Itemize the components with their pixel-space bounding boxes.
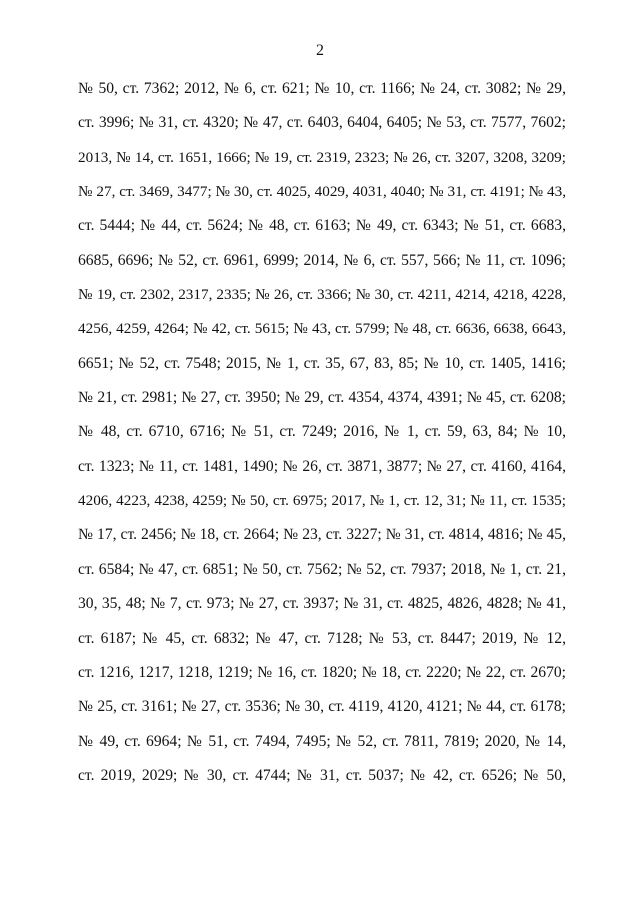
text-line: 6685, 6696; № 52, ст. 6961, 6999; 2014, № 6, ст. 557, 566; № 11, ст. 1096;: [78, 251, 566, 269]
text-line: № 48, ст. 6710, 6716; № 51, ст. 7249; 2016, № 1, ст. 59, 63, 84; № 10,: [78, 423, 566, 441]
text-line: 2013, № 14, ст. 1651, 1666; № 19, ст. 2319, 2323; № 26, ст. 3207, 3208, 3209;: [78, 148, 566, 166]
text-line: № 50, ст. 7362; 2012, № 6, ст. 621; № 10, ст. 1166; № 24, ст. 3082; № 29,: [78, 80, 566, 97]
text-line: 4206, 4223, 4238, 4259; № 50, ст. 6975; 2017, № 1, ст. 12, 31; № 11, ст. 1535;: [78, 492, 566, 510]
text-line: 30, 35, 48; № 7, ст. 973; № 27, ст. 3937; № 31, ст. 4825, 4826, 4828; № 41,: [78, 595, 566, 613]
text-line: ст. 6187; № 45, ст. 6832; № 47, ст. 7128; № 53, ст. 8447; 2019, № 12,: [78, 629, 566, 647]
text-line: ст. 1216, 1217, 1218, 1219; № 16, ст. 1820; № 18, ст. 2220; № 22, ст. 2670;: [78, 663, 566, 681]
text-line: № 27, ст. 3469, 3477; № 30, ст. 4025, 4029, 4031, 4040; № 31, ст. 4191; № 43,: [78, 183, 566, 201]
text-line: № 21, ст. 2981; № 27, ст. 3950; № 29, ст. 4354, 4374, 4391; № 45, ст. 6208;: [78, 389, 566, 407]
text-line: 6651; № 52, ст. 7548; 2015, № 1, ст. 35, 67, 83, 85; № 10, ст. 1405, 1416;: [78, 354, 566, 372]
text-line: ст. 6584; № 47, ст. 6851; № 50, ст. 7562; № 52, ст. 7937; 2018, № 1, ст. 21,: [78, 560, 566, 578]
text-line: № 19, ст. 2302, 2317, 2335; № 26, ст. 3366; № 30, ст. 4211, 4214, 4218, 4228,: [78, 286, 566, 304]
text-line: ст. 2019, 2029; № 30, ст. 4744; № 31, ст. 5037; № 42, ст. 6526; № 50,: [78, 766, 566, 784]
page-number: 2: [316, 42, 324, 59]
text-line: ст. 1323; № 11, ст. 1481, 1490; № 26, ст. 3871, 3877; № 27, ст. 4160, 4164,: [78, 457, 566, 475]
body-text: [78, 78, 566, 799]
text-line: ст. 3996; № 31, ст. 4320; № 47, ст. 6403, 6404, 6405; № 53, ст. 7577, 7602;: [78, 114, 566, 132]
text-line: № 25, ст. 3161; № 27, ст. 3536; № 30, ст. 4119, 4120, 4121; № 44, ст. 6178;: [78, 698, 566, 716]
text-line: ст. 5444; № 44, ст. 5624; № 48, ст. 6163; № 49, ст. 6343; № 51, ст. 6683,: [78, 217, 566, 235]
text-line: № 17, ст. 2456; № 18, ст. 2664; № 23, ст. 3227; № 31, ст. 4814, 4816; № 45,: [78, 526, 566, 544]
text-line: 4256, 4259, 4264; № 42, ст. 5615; № 43, ст. 5799; № 48, ст. 6636, 6638, 6643,: [78, 320, 566, 338]
text-line: № 49, ст. 6964; № 51, ст. 7494, 7495; № 52, ст. 7811, 7819; 2020, № 14,: [78, 732, 566, 750]
